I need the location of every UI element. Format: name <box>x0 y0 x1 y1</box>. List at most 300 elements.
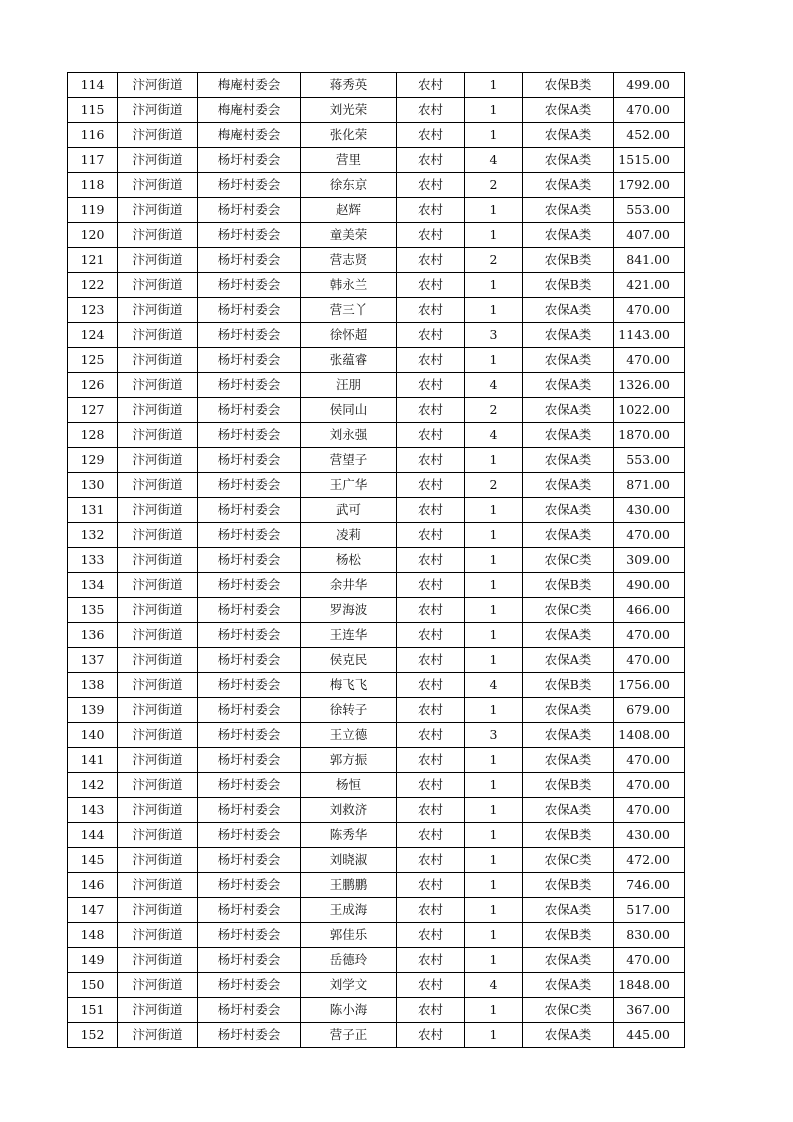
insurance-category-cell: 农保B类 <box>523 573 614 598</box>
household-size-cell: 1 <box>465 1023 523 1048</box>
row-number-cell: 135 <box>68 598 118 623</box>
amount-cell: 470.00 <box>614 98 685 123</box>
table-row <box>68 248 685 273</box>
household-size-cell: 1 <box>465 548 523 573</box>
amount-cell: 470.00 <box>614 523 685 548</box>
row-number-cell: 125 <box>68 348 118 373</box>
household-type-cell: 农村 <box>397 448 465 473</box>
village-committee-cell: 梅庵村委会 <box>198 123 301 148</box>
household-type-cell: 农村 <box>397 423 465 448</box>
table-row <box>68 373 685 398</box>
insurance-category-cell: 农保A类 <box>523 123 614 148</box>
household-type-cell: 农村 <box>397 198 465 223</box>
insurance-category-cell: 农保A类 <box>523 448 614 473</box>
street-name-cell: 汴河街道 <box>118 798 198 823</box>
row-number-cell: 116 <box>68 123 118 148</box>
benefit-roster-table <box>67 72 685 1048</box>
village-committee-cell: 杨圩村委会 <box>198 598 301 623</box>
table-row <box>68 823 685 848</box>
household-type-cell: 农村 <box>397 648 465 673</box>
village-committee-cell: 杨圩村委会 <box>198 1023 301 1048</box>
street-name-cell: 汴河街道 <box>118 398 198 423</box>
row-number-cell: 130 <box>68 473 118 498</box>
table-row <box>68 923 685 948</box>
household-type-cell: 农村 <box>397 173 465 198</box>
person-name-cell: 营望子 <box>301 448 397 473</box>
table-row <box>68 948 685 973</box>
insurance-category-cell: 农保A类 <box>523 323 614 348</box>
household-size-cell: 1 <box>465 873 523 898</box>
village-committee-cell: 杨圩村委会 <box>198 348 301 373</box>
household-type-cell: 农村 <box>397 1023 465 1048</box>
household-size-cell: 1 <box>465 698 523 723</box>
row-number-cell: 117 <box>68 148 118 173</box>
village-committee-cell: 杨圩村委会 <box>198 248 301 273</box>
household-type-cell: 农村 <box>397 373 465 398</box>
amount-cell: 470.00 <box>614 948 685 973</box>
row-number-cell: 123 <box>68 298 118 323</box>
insurance-category-cell: 农保A类 <box>523 98 614 123</box>
household-size-cell: 1 <box>465 648 523 673</box>
person-name-cell: 徐转子 <box>301 698 397 723</box>
insurance-category-cell: 农保B类 <box>523 273 614 298</box>
amount-cell: 421.00 <box>614 273 685 298</box>
village-committee-cell: 杨圩村委会 <box>198 298 301 323</box>
household-size-cell: 1 <box>465 498 523 523</box>
amount-cell: 1756.00 <box>614 673 685 698</box>
amount-cell: 367.00 <box>614 998 685 1023</box>
person-name-cell: 徐东京 <box>301 173 397 198</box>
street-name-cell: 汴河街道 <box>118 273 198 298</box>
table-row <box>68 323 685 348</box>
row-number-cell: 148 <box>68 923 118 948</box>
street-name-cell: 汴河街道 <box>118 848 198 873</box>
amount-cell: 407.00 <box>614 223 685 248</box>
table-row <box>68 723 685 748</box>
household-size-cell: 1 <box>465 898 523 923</box>
amount-cell: 679.00 <box>614 698 685 723</box>
person-name-cell: 岳德玲 <box>301 948 397 973</box>
insurance-category-cell: 农保A类 <box>523 298 614 323</box>
village-committee-cell: 杨圩村委会 <box>198 898 301 923</box>
household-type-cell: 农村 <box>397 773 465 798</box>
table-row <box>68 348 685 373</box>
household-type-cell: 农村 <box>397 398 465 423</box>
row-number-cell: 149 <box>68 948 118 973</box>
insurance-category-cell: 农保C类 <box>523 548 614 573</box>
amount-cell: 452.00 <box>614 123 685 148</box>
table-row <box>68 698 685 723</box>
table-row <box>68 998 685 1023</box>
amount-cell: 309.00 <box>614 548 685 573</box>
row-number-cell: 118 <box>68 173 118 198</box>
household-type-cell: 农村 <box>397 498 465 523</box>
household-type-cell: 农村 <box>397 898 465 923</box>
household-type-cell: 农村 <box>397 148 465 173</box>
street-name-cell: 汴河街道 <box>118 923 198 948</box>
amount-cell: 470.00 <box>614 298 685 323</box>
street-name-cell: 汴河街道 <box>118 498 198 523</box>
person-name-cell: 刘光荣 <box>301 98 397 123</box>
street-name-cell: 汴河街道 <box>118 298 198 323</box>
table-row <box>68 523 685 548</box>
row-number-cell: 133 <box>68 548 118 573</box>
insurance-category-cell: 农保A类 <box>523 148 614 173</box>
village-committee-cell: 杨圩村委会 <box>198 848 301 873</box>
row-number-cell: 145 <box>68 848 118 873</box>
table-body <box>68 73 685 1048</box>
person-name-cell: 王成海 <box>301 898 397 923</box>
household-type-cell: 农村 <box>397 273 465 298</box>
person-name-cell: 王连华 <box>301 623 397 648</box>
table-row <box>68 748 685 773</box>
street-name-cell: 汴河街道 <box>118 348 198 373</box>
village-committee-cell: 杨圩村委会 <box>198 398 301 423</box>
row-number-cell: 127 <box>68 398 118 423</box>
person-name-cell: 营三丫 <box>301 298 397 323</box>
household-size-cell: 1 <box>465 73 523 98</box>
street-name-cell: 汴河街道 <box>118 373 198 398</box>
row-number-cell: 140 <box>68 723 118 748</box>
village-committee-cell: 杨圩村委会 <box>198 448 301 473</box>
person-name-cell: 陈小海 <box>301 998 397 1023</box>
household-size-cell: 3 <box>465 323 523 348</box>
row-number-cell: 114 <box>68 73 118 98</box>
insurance-category-cell: 农保B类 <box>523 923 614 948</box>
amount-cell: 830.00 <box>614 923 685 948</box>
village-committee-cell: 杨圩村委会 <box>198 673 301 698</box>
street-name-cell: 汴河街道 <box>118 323 198 348</box>
household-size-cell: 4 <box>465 423 523 448</box>
household-type-cell: 农村 <box>397 73 465 98</box>
household-size-cell: 1 <box>465 273 523 298</box>
household-type-cell: 农村 <box>397 598 465 623</box>
table-row <box>68 573 685 598</box>
household-size-cell: 1 <box>465 98 523 123</box>
village-committee-cell: 杨圩村委会 <box>198 798 301 823</box>
row-number-cell: 120 <box>68 223 118 248</box>
insurance-category-cell: 农保B类 <box>523 248 614 273</box>
table-row <box>68 848 685 873</box>
village-committee-cell: 杨圩村委会 <box>198 523 301 548</box>
household-size-cell: 4 <box>465 973 523 998</box>
insurance-category-cell: 农保C类 <box>523 998 614 1023</box>
village-committee-cell: 杨圩村委会 <box>198 273 301 298</box>
amount-cell: 470.00 <box>614 648 685 673</box>
person-name-cell: 梅飞飞 <box>301 673 397 698</box>
person-name-cell: 营子正 <box>301 1023 397 1048</box>
row-number-cell: 122 <box>68 273 118 298</box>
household-type-cell: 农村 <box>397 673 465 698</box>
insurance-category-cell: 农保A类 <box>523 973 614 998</box>
village-committee-cell: 杨圩村委会 <box>198 148 301 173</box>
row-number-cell: 144 <box>68 823 118 848</box>
village-committee-cell: 杨圩村委会 <box>198 498 301 523</box>
insurance-category-cell: 农保A类 <box>523 498 614 523</box>
amount-cell: 430.00 <box>614 498 685 523</box>
amount-cell: 470.00 <box>614 773 685 798</box>
table-row <box>68 473 685 498</box>
amount-cell: 553.00 <box>614 448 685 473</box>
row-number-cell: 142 <box>68 773 118 798</box>
street-name-cell: 汴河街道 <box>118 748 198 773</box>
street-name-cell: 汴河街道 <box>118 623 198 648</box>
table-row <box>68 173 685 198</box>
table-row <box>68 73 685 98</box>
insurance-category-cell: 农保A类 <box>523 898 614 923</box>
person-name-cell: 汪朋 <box>301 373 397 398</box>
insurance-category-cell: 农保A类 <box>523 198 614 223</box>
household-size-cell: 4 <box>465 373 523 398</box>
street-name-cell: 汴河街道 <box>118 573 198 598</box>
household-type-cell: 农村 <box>397 473 465 498</box>
row-number-cell: 136 <box>68 623 118 648</box>
insurance-category-cell: 农保C类 <box>523 598 614 623</box>
person-name-cell: 营里 <box>301 148 397 173</box>
row-number-cell: 147 <box>68 898 118 923</box>
household-type-cell: 农村 <box>397 723 465 748</box>
person-name-cell: 余井华 <box>301 573 397 598</box>
village-committee-cell: 杨圩村委会 <box>198 323 301 348</box>
table-row <box>68 598 685 623</box>
insurance-category-cell: 农保C类 <box>523 848 614 873</box>
street-name-cell: 汴河街道 <box>118 723 198 748</box>
insurance-category-cell: 农保A类 <box>523 648 614 673</box>
household-size-cell: 4 <box>465 148 523 173</box>
amount-cell: 746.00 <box>614 873 685 898</box>
village-committee-cell: 杨圩村委会 <box>198 698 301 723</box>
household-type-cell: 农村 <box>397 848 465 873</box>
table-row <box>68 298 685 323</box>
amount-cell: 430.00 <box>614 823 685 848</box>
village-committee-cell: 杨圩村委会 <box>198 223 301 248</box>
street-name-cell: 汴河街道 <box>118 698 198 723</box>
household-type-cell: 农村 <box>397 823 465 848</box>
street-name-cell: 汴河街道 <box>118 773 198 798</box>
household-type-cell: 农村 <box>397 973 465 998</box>
table-row <box>68 398 685 423</box>
amount-cell: 871.00 <box>614 473 685 498</box>
table-row <box>68 548 685 573</box>
table-row <box>68 198 685 223</box>
village-committee-cell: 杨圩村委会 <box>198 773 301 798</box>
amount-cell: 553.00 <box>614 198 685 223</box>
amount-cell: 1408.00 <box>614 723 685 748</box>
person-name-cell: 郭方振 <box>301 748 397 773</box>
amount-cell: 470.00 <box>614 348 685 373</box>
person-name-cell: 童美荣 <box>301 223 397 248</box>
street-name-cell: 汴河街道 <box>118 98 198 123</box>
table-row <box>68 1023 685 1048</box>
household-size-cell: 1 <box>465 123 523 148</box>
street-name-cell: 汴河街道 <box>118 223 198 248</box>
household-type-cell: 农村 <box>397 623 465 648</box>
person-name-cell: 侯克民 <box>301 648 397 673</box>
person-name-cell: 刘学文 <box>301 973 397 998</box>
amount-cell: 517.00 <box>614 898 685 923</box>
street-name-cell: 汴河街道 <box>118 823 198 848</box>
insurance-category-cell: 农保A类 <box>523 473 614 498</box>
insurance-category-cell: 农保A类 <box>523 373 614 398</box>
insurance-category-cell: 农保B类 <box>523 773 614 798</box>
amount-cell: 841.00 <box>614 248 685 273</box>
amount-cell: 490.00 <box>614 573 685 598</box>
village-committee-cell: 杨圩村委会 <box>198 623 301 648</box>
household-size-cell: 1 <box>465 623 523 648</box>
street-name-cell: 汴河街道 <box>118 448 198 473</box>
person-name-cell: 刘永强 <box>301 423 397 448</box>
household-size-cell: 1 <box>465 573 523 598</box>
street-name-cell: 汴河街道 <box>118 948 198 973</box>
village-committee-cell: 梅庵村委会 <box>198 98 301 123</box>
household-type-cell: 农村 <box>397 523 465 548</box>
table-row <box>68 973 685 998</box>
person-name-cell: 杨松 <box>301 548 397 573</box>
household-size-cell: 1 <box>465 298 523 323</box>
row-number-cell: 138 <box>68 673 118 698</box>
amount-cell: 1870.00 <box>614 423 685 448</box>
person-name-cell: 刘晓淑 <box>301 848 397 873</box>
village-committee-cell: 杨圩村委会 <box>198 923 301 948</box>
household-type-cell: 农村 <box>397 248 465 273</box>
row-number-cell: 119 <box>68 198 118 223</box>
row-number-cell: 129 <box>68 448 118 473</box>
village-committee-cell: 杨圩村委会 <box>198 173 301 198</box>
person-name-cell: 营志贤 <box>301 248 397 273</box>
street-name-cell: 汴河街道 <box>118 248 198 273</box>
amount-cell: 1143.00 <box>614 323 685 348</box>
street-name-cell: 汴河街道 <box>118 473 198 498</box>
row-number-cell: 152 <box>68 1023 118 1048</box>
street-name-cell: 汴河街道 <box>118 148 198 173</box>
table-row <box>68 798 685 823</box>
insurance-category-cell: 农保A类 <box>523 798 614 823</box>
row-number-cell: 150 <box>68 973 118 998</box>
person-name-cell: 刘救济 <box>301 798 397 823</box>
street-name-cell: 汴河街道 <box>118 648 198 673</box>
village-committee-cell: 杨圩村委会 <box>198 548 301 573</box>
household-type-cell: 农村 <box>397 323 465 348</box>
street-name-cell: 汴河街道 <box>118 973 198 998</box>
table-row <box>68 623 685 648</box>
household-size-cell: 1 <box>465 198 523 223</box>
row-number-cell: 128 <box>68 423 118 448</box>
row-number-cell: 146 <box>68 873 118 898</box>
household-size-cell: 1 <box>465 348 523 373</box>
street-name-cell: 汴河街道 <box>118 898 198 923</box>
insurance-category-cell: 农保A类 <box>523 948 614 973</box>
street-name-cell: 汴河街道 <box>118 548 198 573</box>
insurance-category-cell: 农保A类 <box>523 1023 614 1048</box>
insurance-category-cell: 农保A类 <box>523 748 614 773</box>
household-size-cell: 2 <box>465 473 523 498</box>
amount-cell: 1848.00 <box>614 973 685 998</box>
row-number-cell: 115 <box>68 98 118 123</box>
amount-cell: 1515.00 <box>614 148 685 173</box>
insurance-category-cell: 农保B类 <box>523 73 614 98</box>
street-name-cell: 汴河街道 <box>118 523 198 548</box>
insurance-category-cell: 农保A类 <box>523 698 614 723</box>
amount-cell: 470.00 <box>614 798 685 823</box>
person-name-cell: 侯同山 <box>301 398 397 423</box>
table-row <box>68 873 685 898</box>
amount-cell: 466.00 <box>614 598 685 623</box>
village-committee-cell: 杨圩村委会 <box>198 748 301 773</box>
household-size-cell: 2 <box>465 173 523 198</box>
amount-cell: 472.00 <box>614 848 685 873</box>
person-name-cell: 徐怀超 <box>301 323 397 348</box>
village-committee-cell: 杨圩村委会 <box>198 723 301 748</box>
table-row <box>68 898 685 923</box>
household-size-cell: 1 <box>465 823 523 848</box>
row-number-cell: 141 <box>68 748 118 773</box>
insurance-category-cell: 农保A类 <box>523 523 614 548</box>
household-size-cell: 1 <box>465 798 523 823</box>
street-name-cell: 汴河街道 <box>118 173 198 198</box>
street-name-cell: 汴河街道 <box>118 598 198 623</box>
amount-cell: 470.00 <box>614 623 685 648</box>
household-type-cell: 农村 <box>397 98 465 123</box>
household-size-cell: 4 <box>465 673 523 698</box>
household-type-cell: 农村 <box>397 748 465 773</box>
street-name-cell: 汴河街道 <box>118 1023 198 1048</box>
street-name-cell: 汴河街道 <box>118 73 198 98</box>
insurance-category-cell: 农保A类 <box>523 723 614 748</box>
row-number-cell: 124 <box>68 323 118 348</box>
household-size-cell: 1 <box>465 223 523 248</box>
amount-cell: 470.00 <box>614 748 685 773</box>
insurance-category-cell: 农保A类 <box>523 398 614 423</box>
row-number-cell: 134 <box>68 573 118 598</box>
table-row <box>68 273 685 298</box>
amount-cell: 1022.00 <box>614 398 685 423</box>
amount-cell: 445.00 <box>614 1023 685 1048</box>
insurance-category-cell: 农保A类 <box>523 348 614 373</box>
table-row <box>68 423 685 448</box>
household-size-cell: 1 <box>465 598 523 623</box>
village-committee-cell: 杨圩村委会 <box>198 423 301 448</box>
household-type-cell: 农村 <box>397 348 465 373</box>
household-type-cell: 农村 <box>397 998 465 1023</box>
household-size-cell: 1 <box>465 448 523 473</box>
table-row <box>68 123 685 148</box>
street-name-cell: 汴河街道 <box>118 998 198 1023</box>
street-name-cell: 汴河街道 <box>118 873 198 898</box>
row-number-cell: 151 <box>68 998 118 1023</box>
household-size-cell: 1 <box>465 948 523 973</box>
person-name-cell: 赵辉 <box>301 198 397 223</box>
table-row <box>68 223 685 248</box>
person-name-cell: 张化荣 <box>301 123 397 148</box>
household-size-cell: 1 <box>465 773 523 798</box>
person-name-cell: 王鹏鹏 <box>301 873 397 898</box>
person-name-cell: 韩永兰 <box>301 273 397 298</box>
row-number-cell: 137 <box>68 648 118 673</box>
insurance-category-cell: 农保A类 <box>523 173 614 198</box>
insurance-category-cell: 农保B类 <box>523 673 614 698</box>
row-number-cell: 121 <box>68 248 118 273</box>
village-committee-cell: 杨圩村委会 <box>198 573 301 598</box>
row-number-cell: 131 <box>68 498 118 523</box>
person-name-cell: 杨恒 <box>301 773 397 798</box>
household-type-cell: 农村 <box>397 298 465 323</box>
table-row <box>68 648 685 673</box>
person-name-cell: 王立德 <box>301 723 397 748</box>
household-type-cell: 农村 <box>397 223 465 248</box>
street-name-cell: 汴河街道 <box>118 123 198 148</box>
row-number-cell: 126 <box>68 373 118 398</box>
person-name-cell: 王广华 <box>301 473 397 498</box>
